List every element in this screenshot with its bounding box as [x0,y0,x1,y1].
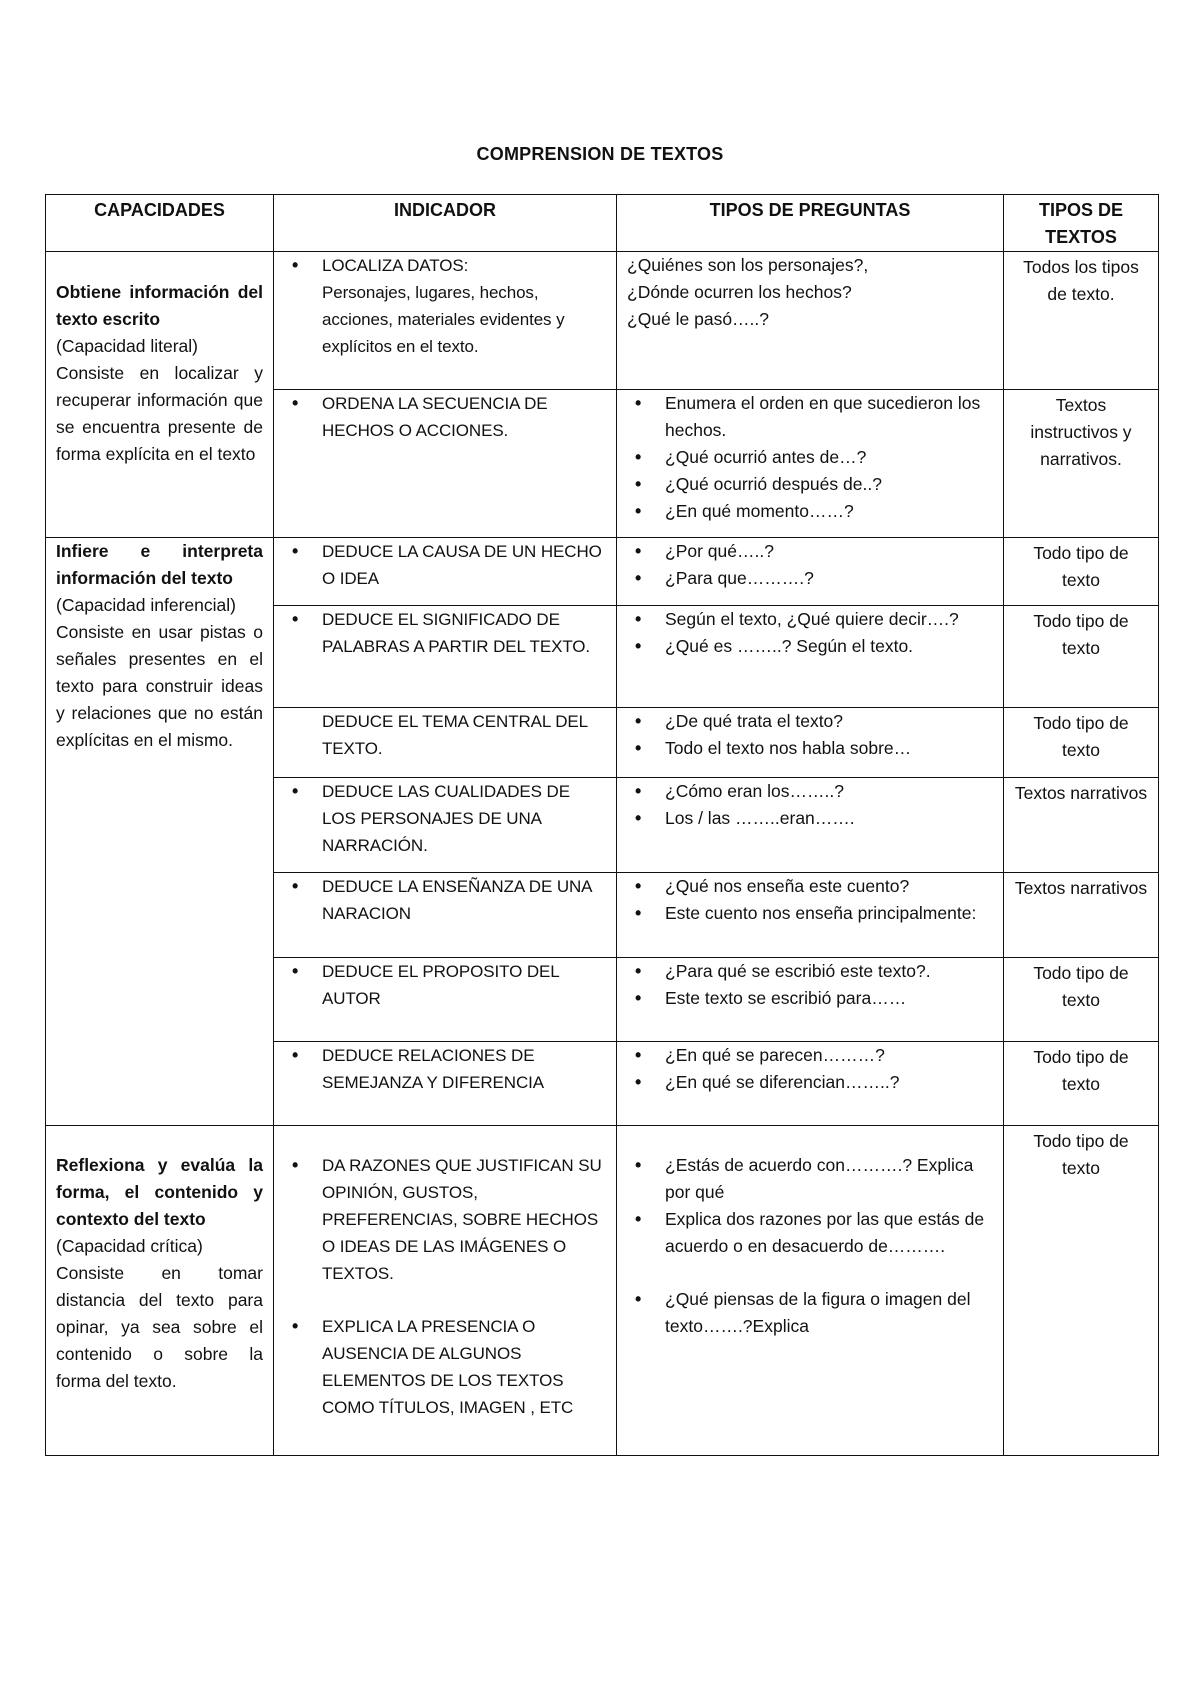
capacity-cell-inferential [46,538,274,1126]
capacity-description: Consiste en usar pistas o señales presentes en el texto para construir ideas y relaciones que no están explícitas en el mismo. [56,622,263,750]
question-item: • ¿Por qué…..? [627,538,993,565]
comprehension-table [45,194,1159,1456]
question-item: • ¿Cómo eran los……..? [627,778,993,805]
question-item: • Este cuento nos enseña principalmente: [627,900,993,927]
indicator-item: • LOCALIZA DATOS: Personajes, lugares, hechos, acciones, materiales evidentes y explícitos en el texto. [284,252,606,360]
question-item: • ¿Qué ocurrió después de..? [627,471,993,498]
capacity-description: Consiste en localizar y recuperar información que se encuentra presente de forma explícita en el texto [56,363,263,464]
capacity-subtitle: (Capacidad literal) [56,336,199,356]
indicator-cell [274,1126,617,1456]
text-types-cell: Todo tipo de texto [1004,606,1159,708]
question-item: • ¿Para qué se escribió este texto?. [627,958,993,985]
indicator-cell [274,778,617,873]
indicator-item: • DEDUCE LA CAUSA DE UN HECHO O IDEA [284,538,606,592]
questions-cell [617,873,1004,958]
question-item: • ¿En qué se diferencian……..? [627,1069,993,1096]
capacity-cell-literal [46,252,274,538]
indicator-cell [274,958,617,1042]
question-line: ¿Qué le pasó…..? [627,309,770,329]
page-title: COMPRENSION DE TEXTOS [476,144,724,164]
question-item: • ¿Qué es ……..? Según el texto. [627,633,993,660]
question-item: • ¿Para que……….? [627,565,993,592]
question-item: • Explica dos razones por las que estás de acuerdo o en desacuerdo de………. [627,1206,993,1260]
indicator-cell [274,873,617,958]
questions-cell [617,538,1004,606]
indicator-item: • DEDUCE RELACIONES DE SEMEJANZA Y DIFERENCIA [284,1042,606,1096]
question-item: • ¿Qué ocurrió antes de…? [627,444,993,471]
indicator-cell [274,390,617,538]
text-types-cell: Textos narrativos [1004,778,1159,873]
text-types-cell: Todo tipo de texto [1004,958,1159,1042]
capacity-cell-critical [46,1126,274,1456]
indicator-cell [274,708,617,778]
indicator-cell [274,538,617,606]
table-row [46,252,1159,390]
questions-cell [617,708,1004,778]
indicator-item: • DEDUCE EL PROPOSITO DEL AUTOR [284,958,606,1012]
text-types-cell: Todo tipo de texto [1004,1042,1159,1126]
text-types-cell: Todo tipo de texto [1004,538,1159,606]
text-types-cell: Todo tipo de texto [1004,708,1159,778]
question-item: • ¿Qué piensas de la figura o imagen del texto…….?Explica [627,1286,993,1340]
header-capacidades: CAPACIDADES [46,195,274,252]
capacity-description: Consiste en tomar distancia del texto para opinar, ya sea sobre el contenido o sobre la forma del texto. [56,1263,263,1391]
text-types-cell: Todos los tipos de texto. [1004,252,1159,390]
indicator-item: • DEDUCE LAS CUALIDADES DE LOS PERSONAJES DE UNA NARRACIÓN. [284,778,606,859]
question-item: • ¿Qué nos enseña este cuento? [627,873,993,900]
questions-cell [617,958,1004,1042]
capacity-subtitle: (Capacidad inferencial) [56,595,236,615]
question-item: • Enumera el orden en que sucedieron los hechos. [627,390,993,444]
indicator-cell [274,606,617,708]
indicator-item: • ORDENA LA SECUENCIA DE HECHOS O ACCIONES. [284,390,606,444]
question-item: • ¿De qué trata el texto? [627,708,993,735]
question-item: • Todo el texto nos habla sobre… [627,735,993,762]
indicator-detail: Personajes, lugares, hechos, acciones, materiales evidentes y explícitos en el texto. [322,283,565,356]
indicator-cell [274,1042,617,1126]
text-types-cell: Textos instructivos y narrativos. [1004,390,1159,538]
indicator-item: DEDUCE EL TEMA CENTRAL DEL TEXTO. [322,712,588,758]
spacer [284,1287,606,1313]
indicator-item: • DA RAZONES QUE JUSTIFICAN SU OPINIÓN, GUSTOS, PREFERENCIAS, SOBRE HECHOS O IDEAS DE LAS IMÁGENES O TEXTOS. [284,1152,606,1287]
question-item: • ¿En qué momento……? [627,498,993,525]
capacity-title: Reflexiona y evalúa la forma, el contenido y contexto del texto [56,1155,263,1229]
indicator-item: • DEDUCE EL SIGNIFICADO DE PALABRAS A PARTIR DEL TEXTO. [284,606,606,660]
question-item: • ¿Estás de acuerdo con……….? Explica por qué [627,1152,993,1206]
questions-cell [617,606,1004,708]
question-item: • Según el texto, ¿Qué quiere decir….? [627,606,993,633]
spacer [627,1260,993,1286]
table-row [46,538,1159,606]
indicator-item: • EXPLICA LA PRESENCIA O AUSENCIA DE ALGUNOS ELEMENTOS DE LOS TEXTOS COMO TÍTULOS, IMAGEN , ETC [284,1313,606,1421]
questions-cell [617,390,1004,538]
capacity-subtitle: (Capacidad crítica) [56,1236,203,1256]
question-line: ¿Dónde ocurren los hechos? [627,282,852,302]
text-types-cell: Textos narrativos [1004,873,1159,958]
header-tipos-textos: TIPOS DE TEXTOS [1004,195,1159,252]
questions-cell [617,1042,1004,1126]
question-item: • Los / las ……..eran……. [627,805,993,832]
questions-cell [617,778,1004,873]
text-types-cell: Todo tipo de texto [1004,1126,1159,1456]
table-row [46,1126,1159,1456]
header-tipos-preguntas: TIPOS DE PREGUNTAS [617,195,1004,252]
indicator-cell [274,252,617,390]
question-item: • Este texto se escribió para…… [627,985,993,1012]
capacity-title: Infiere e interpreta información del texto [56,541,263,588]
header-row [46,195,1159,252]
questions-cell [617,252,1004,390]
header-indicador: INDICADOR [274,195,617,252]
capacity-title: Obtiene información del texto escrito [56,282,263,329]
indicator-item: • DEDUCE LA ENSEÑANZA DE UNA NARACION [284,873,606,927]
question-item: • ¿En qué se parecen………? [627,1042,993,1069]
question-line: ¿Quiénes son los personajes?, [627,255,869,275]
questions-cell [617,1126,1004,1456]
